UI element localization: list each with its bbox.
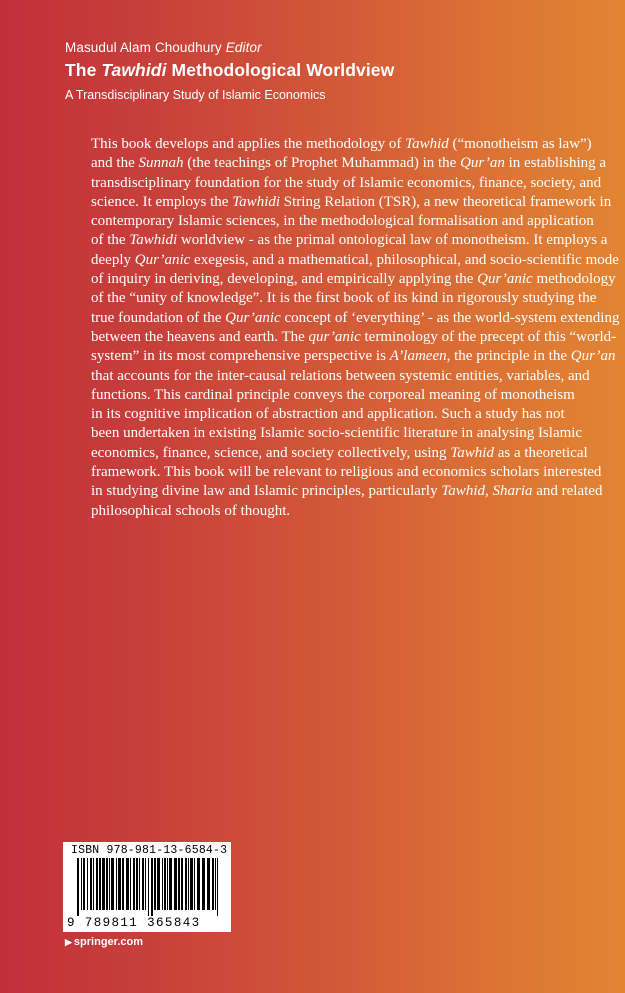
blurb-text-run: ,: [484, 483, 493, 500]
barcode-bar: [139, 858, 140, 910]
barcode-bar: [116, 858, 117, 910]
barcode-bar: [81, 858, 82, 910]
barcode-bar: [145, 858, 146, 910]
barcode-bar: [217, 858, 218, 916]
barcode-bar: [142, 858, 144, 910]
blurb-line: [91, 231, 608, 250]
barcode-bar: [190, 858, 193, 910]
blurb-line: [91, 502, 546, 521]
blurb-italic-term: Sunnah: [138, 155, 184, 172]
blurb-line: [91, 193, 612, 212]
blurb-text-run: science. It employs the: [91, 193, 233, 210]
barcode-bar: [122, 858, 124, 910]
barcode-bar: [90, 858, 92, 910]
blurb-italic-term: Tawhidi: [129, 232, 178, 249]
barcode-bar: [181, 858, 183, 910]
blurb-text-run: in establishing a: [504, 155, 607, 172]
blurb-italic-term: Qur’anic: [134, 251, 191, 268]
barcode-bar: [83, 858, 85, 910]
blurb-italic-term: Sharia: [492, 483, 533, 500]
blurb-text-run: (“monotheism as law”): [448, 136, 592, 152]
blurb-line: [91, 174, 602, 193]
blurb-italic-term: Tawhid: [450, 444, 494, 461]
title-suffix: Methodological Worldview: [166, 60, 395, 80]
barcode-bar: [151, 858, 153, 916]
blurb-line: [91, 424, 583, 443]
barcode-bar: [111, 858, 114, 910]
blurb-line: [91, 463, 602, 482]
blurb-text-run: in studying divine law and Islamic principles, particularly: [91, 483, 442, 500]
blurb-line: [91, 212, 594, 231]
blurb-text-run: been undertaken in existing Islamic socio-scientific literature in analysing Islamic: [91, 425, 583, 442]
barcode-bar: [212, 858, 214, 910]
barcode-bar: [157, 858, 160, 910]
blurb-text-run: transdisciplinary foundation for the study of Islamic economics, finance, society, and: [91, 174, 602, 191]
blurb-text-run: , the principle in the: [446, 348, 571, 365]
blurb-italic-term: Qur’an: [460, 155, 505, 172]
blurb-italic-term: Qur’an: [570, 348, 616, 365]
blurb-text-run: String Relation (TSR), a new theoretical framework in: [280, 193, 612, 210]
blurb-italic-term: qur’anic: [308, 328, 361, 345]
blurb-text-run: of inquiry in deriving, developing, and empirically applying the: [91, 271, 478, 288]
publisher-link[interactable]: [65, 936, 143, 948]
barcode-bar: [77, 858, 79, 916]
barcode-bar: [207, 858, 210, 910]
blurb-text-run: as a theoretical: [493, 444, 588, 461]
barcode-bar: [106, 858, 108, 910]
blurb-text-run: deeply: [91, 251, 135, 268]
blurb-text-run: between the heavens and earth. The: [91, 328, 309, 345]
editor-name: Masudul Alam Choudhury: [65, 40, 222, 55]
blurb-text-run: (the teachings of Prophet Muhammad) in the: [183, 155, 461, 172]
blurb-line: [91, 328, 617, 347]
blurb-italic-term: Qur’anic: [225, 309, 281, 326]
blurb-line: [91, 251, 619, 270]
barcode-bar: [215, 858, 216, 910]
title-prefix: The: [65, 60, 102, 80]
barcode-bar: [197, 858, 200, 910]
title-italic: Tawhidi: [101, 60, 167, 80]
editor-credit: [65, 40, 262, 55]
blurb-text-run: and related: [532, 483, 603, 500]
barcode-bar: [93, 858, 94, 910]
blurb-italic-term: A’lameen: [389, 348, 447, 365]
barcode-bar: [185, 858, 187, 910]
blurb-line: [91, 444, 588, 463]
blurb-line: [91, 289, 597, 308]
barcode-bar: [96, 858, 98, 910]
blurb-line: [91, 367, 590, 386]
blurb-text-run: economics, finance, science, and society collectively, using: [91, 444, 451, 461]
barcode-bar: [118, 858, 121, 910]
blurb-text-run: terminology of the precept of this “world-: [360, 328, 617, 345]
blurb-text-run: This book develops and applies the methodology of: [91, 136, 406, 152]
blurb-italic-term: Qur’anic: [477, 271, 533, 288]
blurb-text-run: contemporary Islamic sciences, in the methodological formalisation and application: [91, 213, 594, 230]
editor-role: Editor: [225, 40, 262, 55]
barcode-bar: [126, 858, 129, 910]
barcode-bar: [202, 858, 205, 910]
blurb-text-run: of the “unity of knowledge”. It is the first book of its kind in rigorously studying the: [91, 290, 597, 307]
blurb-text-run: of the: [91, 232, 130, 249]
barcode-bar: [130, 858, 131, 910]
barcode-bar: [169, 858, 172, 910]
blurb-line: [91, 309, 620, 328]
blurb-line: [91, 154, 607, 173]
barcode-bar: [154, 858, 156, 910]
blurb-text: [91, 135, 620, 521]
blurb-text-run: framework. This book will be relevant to religious and economics scholars interested: [91, 464, 602, 481]
barcode-bar: [109, 858, 110, 910]
barcode-bar: [167, 858, 168, 910]
blurb-italic-term: Tawhid: [405, 136, 449, 152]
barcode-bar: [87, 858, 88, 910]
barcode-bar: [133, 858, 135, 910]
blurb-italic-term: Tawhidi: [232, 193, 281, 210]
blurb-text-run: philosophical schools of thought.: [91, 502, 291, 519]
blurb-text-run: functions. This cardinal principle conveys the corporeal meaning of monotheism: [91, 386, 575, 403]
blurb-text-run: true foundation of the: [91, 309, 226, 326]
blurb-line: [91, 405, 565, 424]
barcode-bar: [136, 858, 138, 910]
blurb-text-run: in its cognitive implication of abstraction and application. Such a study has not: [91, 406, 565, 423]
isbn-barcode: [63, 842, 231, 932]
isbn-label: ISBN 978-981-13-6584-3: [71, 844, 228, 857]
barcode-bar: [194, 858, 195, 910]
barcode-bar: [188, 858, 189, 910]
blurb-text-run: that accounts for the inter-causal relations between systemic entities, variables, and: [91, 367, 590, 384]
barcode-bar: [99, 858, 101, 910]
blurb-text-run: concept of ‘everything’ - as the world-system extending: [280, 309, 620, 326]
barcode-bar: [174, 858, 177, 910]
barcode-bar: [102, 858, 105, 910]
book-title: [65, 60, 394, 81]
barcode-bar: [178, 858, 180, 910]
blurb-text-run: system” in its most comprehensive perspective is: [91, 348, 390, 365]
barcode-bar: [164, 858, 166, 910]
barcode-bar: [148, 858, 149, 916]
blurb-line: [91, 347, 616, 366]
book-subtitle: A Transdisciplinary Study of Islamic Economics: [65, 88, 326, 102]
blurb-text-run: methodology: [532, 271, 616, 288]
blurb-text-run: and the: [91, 155, 139, 172]
publisher-url: springer.com: [73, 936, 143, 948]
arrow-icon: ▶: [65, 937, 72, 947]
blurb-line: [91, 135, 592, 154]
barcode-digits: 9 789811 365843: [67, 916, 201, 930]
barcode-bars: [69, 858, 225, 916]
blurb-line: [91, 386, 575, 405]
barcode-bar: [162, 858, 163, 910]
blurb-text-run: worldview - as the primal ontological law of monotheism. It employs a: [177, 232, 608, 249]
blurb-line: [91, 482, 603, 501]
blurb-text-run: exegesis, and a mathematical, philosophical, and socio-scientific mode: [190, 251, 619, 268]
blurb-italic-term: Tawhid: [441, 483, 485, 500]
blurb-line: [91, 270, 616, 289]
